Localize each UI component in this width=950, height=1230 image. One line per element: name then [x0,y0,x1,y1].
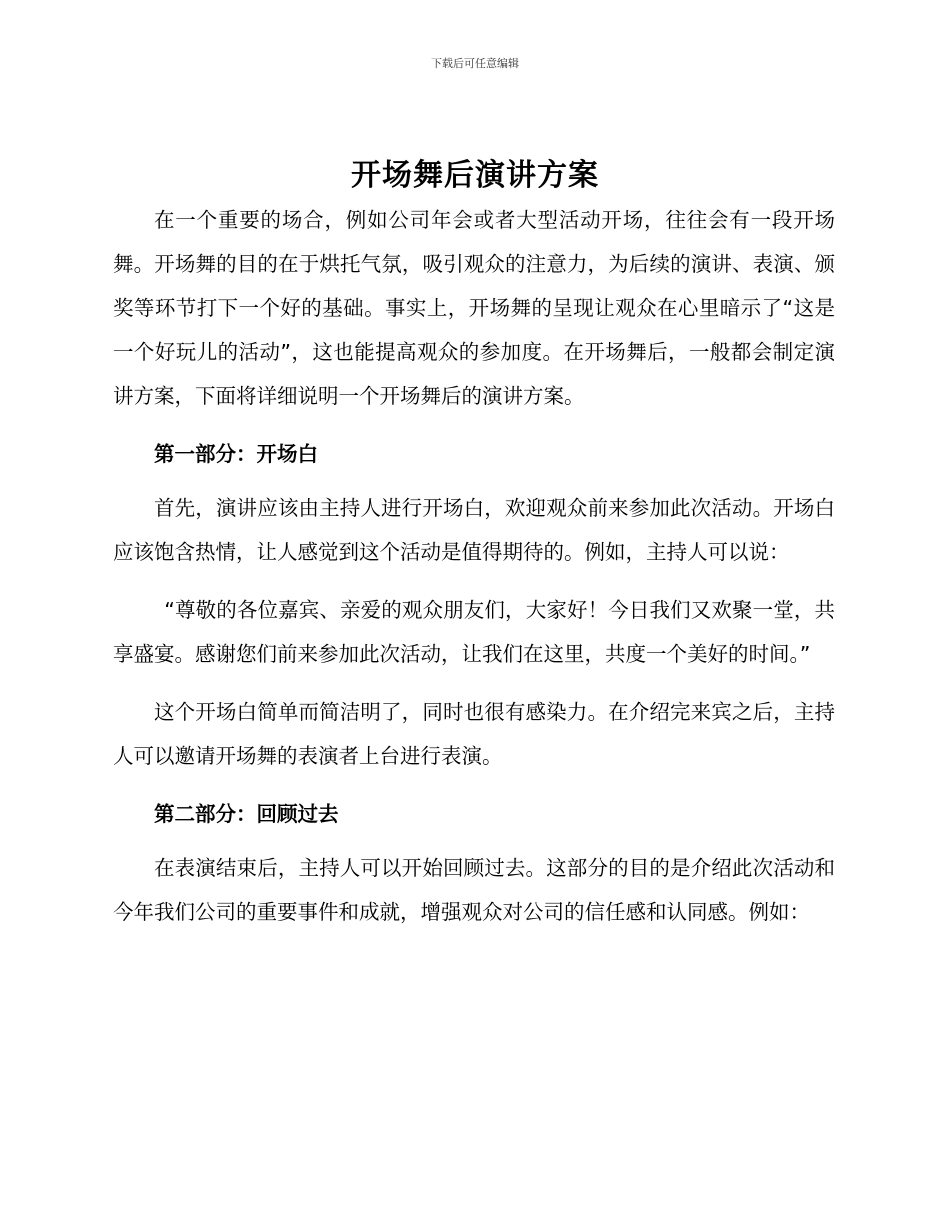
part2-paragraph-1: 在表演结束后，主持人可以开始回顾过去。这部分的目的是介绍此次活动和今年我们公司的重要事件和成就，增强观众对公司的信任感和认同感。例如： [113,856,835,924]
part1-paragraph-1: 首先，演讲应该由主持人进行开场白，欢迎观众前来参加此次活动。开场白应该饱含热情，让人感觉到这个活动是值得期待的。例如，主持人可以说： [113,496,835,564]
intro-paragraph: 在一个重要的场合，例如公司年会或者大型活动开场，往往会有一段开场舞。开场舞的目的在于烘托气氛，吸引观众的注意力，为后续的演讲、表演、颁奖等环节打下一个好的基础。事实上，开场舞的呈现让观众在心里暗示了“这是一个好玩儿的活动”，这也能提高观众的参加度。在开场舞后，一般都会制定演讲方案，下面将详细说明一个开场舞后的演讲方案。 [113,208,835,408]
part1-quote: “尊敬的各位嘉宾、亲爱的观众朋友们，大家好！今日我们又欢聚一堂，共享盛宴。感谢您们前来参加此次活动，让我们在这里，共度一个美好的时间。” [113,598,835,666]
section-heading-part1: 第一部分：开场白 [154,442,318,466]
document-body [113,198,835,948]
header-note: 下载后可任意编辑 [431,57,519,70]
part1-paragraph-2: 这个开场白简单而简洁明了，同时也很有感染力。在介绍完来宾之后，主持人可以邀请开场舞的表演者上台进行表演。 [113,700,835,768]
document-title: 开场舞后演讲方案 [351,158,599,193]
section-heading-part2: 第二部分：回顾过去 [154,802,339,826]
